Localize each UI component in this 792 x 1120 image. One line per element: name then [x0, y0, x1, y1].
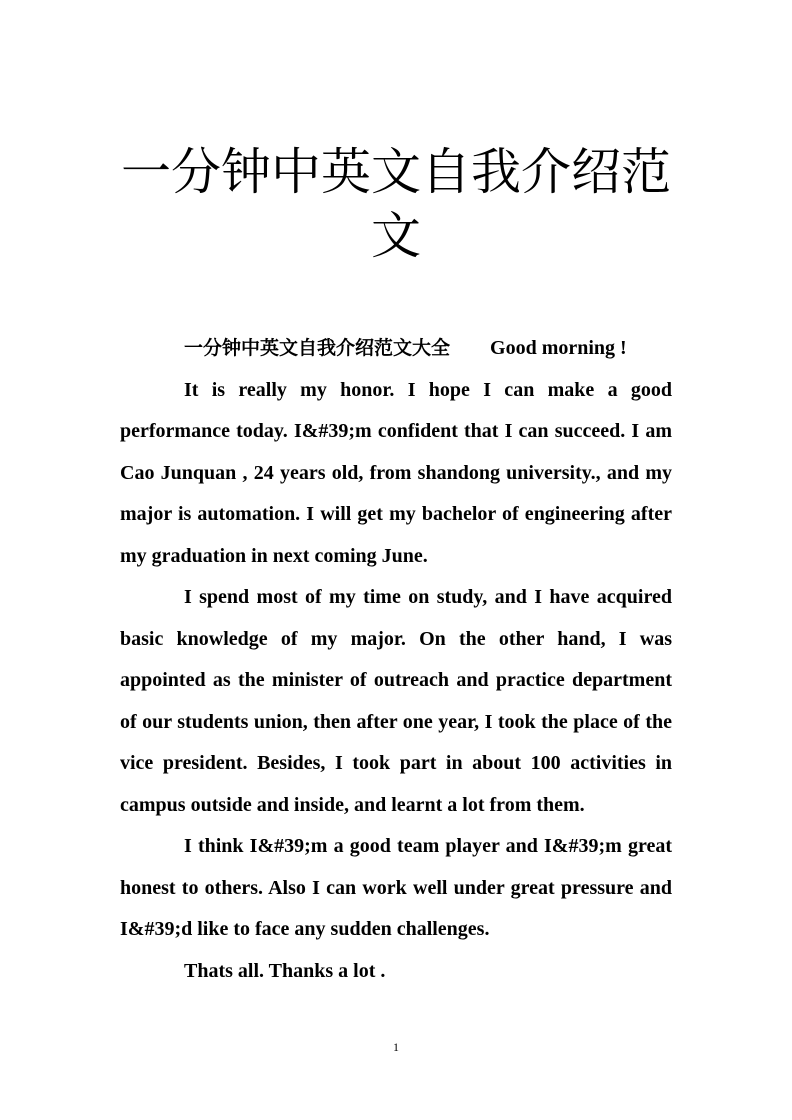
page-number: 1 — [393, 1040, 399, 1054]
chinese-heading: 一分钟中英文自我介绍范文大全 — [184, 337, 451, 359]
paragraph-introduction: It is really my honor. I hope I can make a good performance today. I&#39;m confident that I can succeed. I am Cao Junquan , 24 years old, from shandong university., and my major is automation. I will get my bachelor of engineering after my graduation in next coming June. — [120, 378, 672, 567]
paragraph-closing: Thats all. Thanks a lot . — [184, 959, 386, 982]
paragraph-personality: I think I&#39;m a good team player and I&#39;m great honest to others. Also I can work well under great pressure and I&#39;d like to face any sudden challenges. — [120, 835, 672, 940]
heading-line — [120, 328, 672, 370]
document-body — [120, 328, 672, 992]
document-title: 一分钟中英文自我介绍范文 — [121, 143, 671, 265]
greeting-text: Good morning ! — [490, 337, 627, 359]
paragraph-experience: I spend most of my time on study, and I have acquired basic knowledge of my major. On the other hand, I was appointed as the minister of outreach and practice department of our students union, then after one year, I took the place of the vice president. Besides, I took part in about 100 activities in campus outside and inside, and learnt a lot from them. — [120, 586, 672, 816]
